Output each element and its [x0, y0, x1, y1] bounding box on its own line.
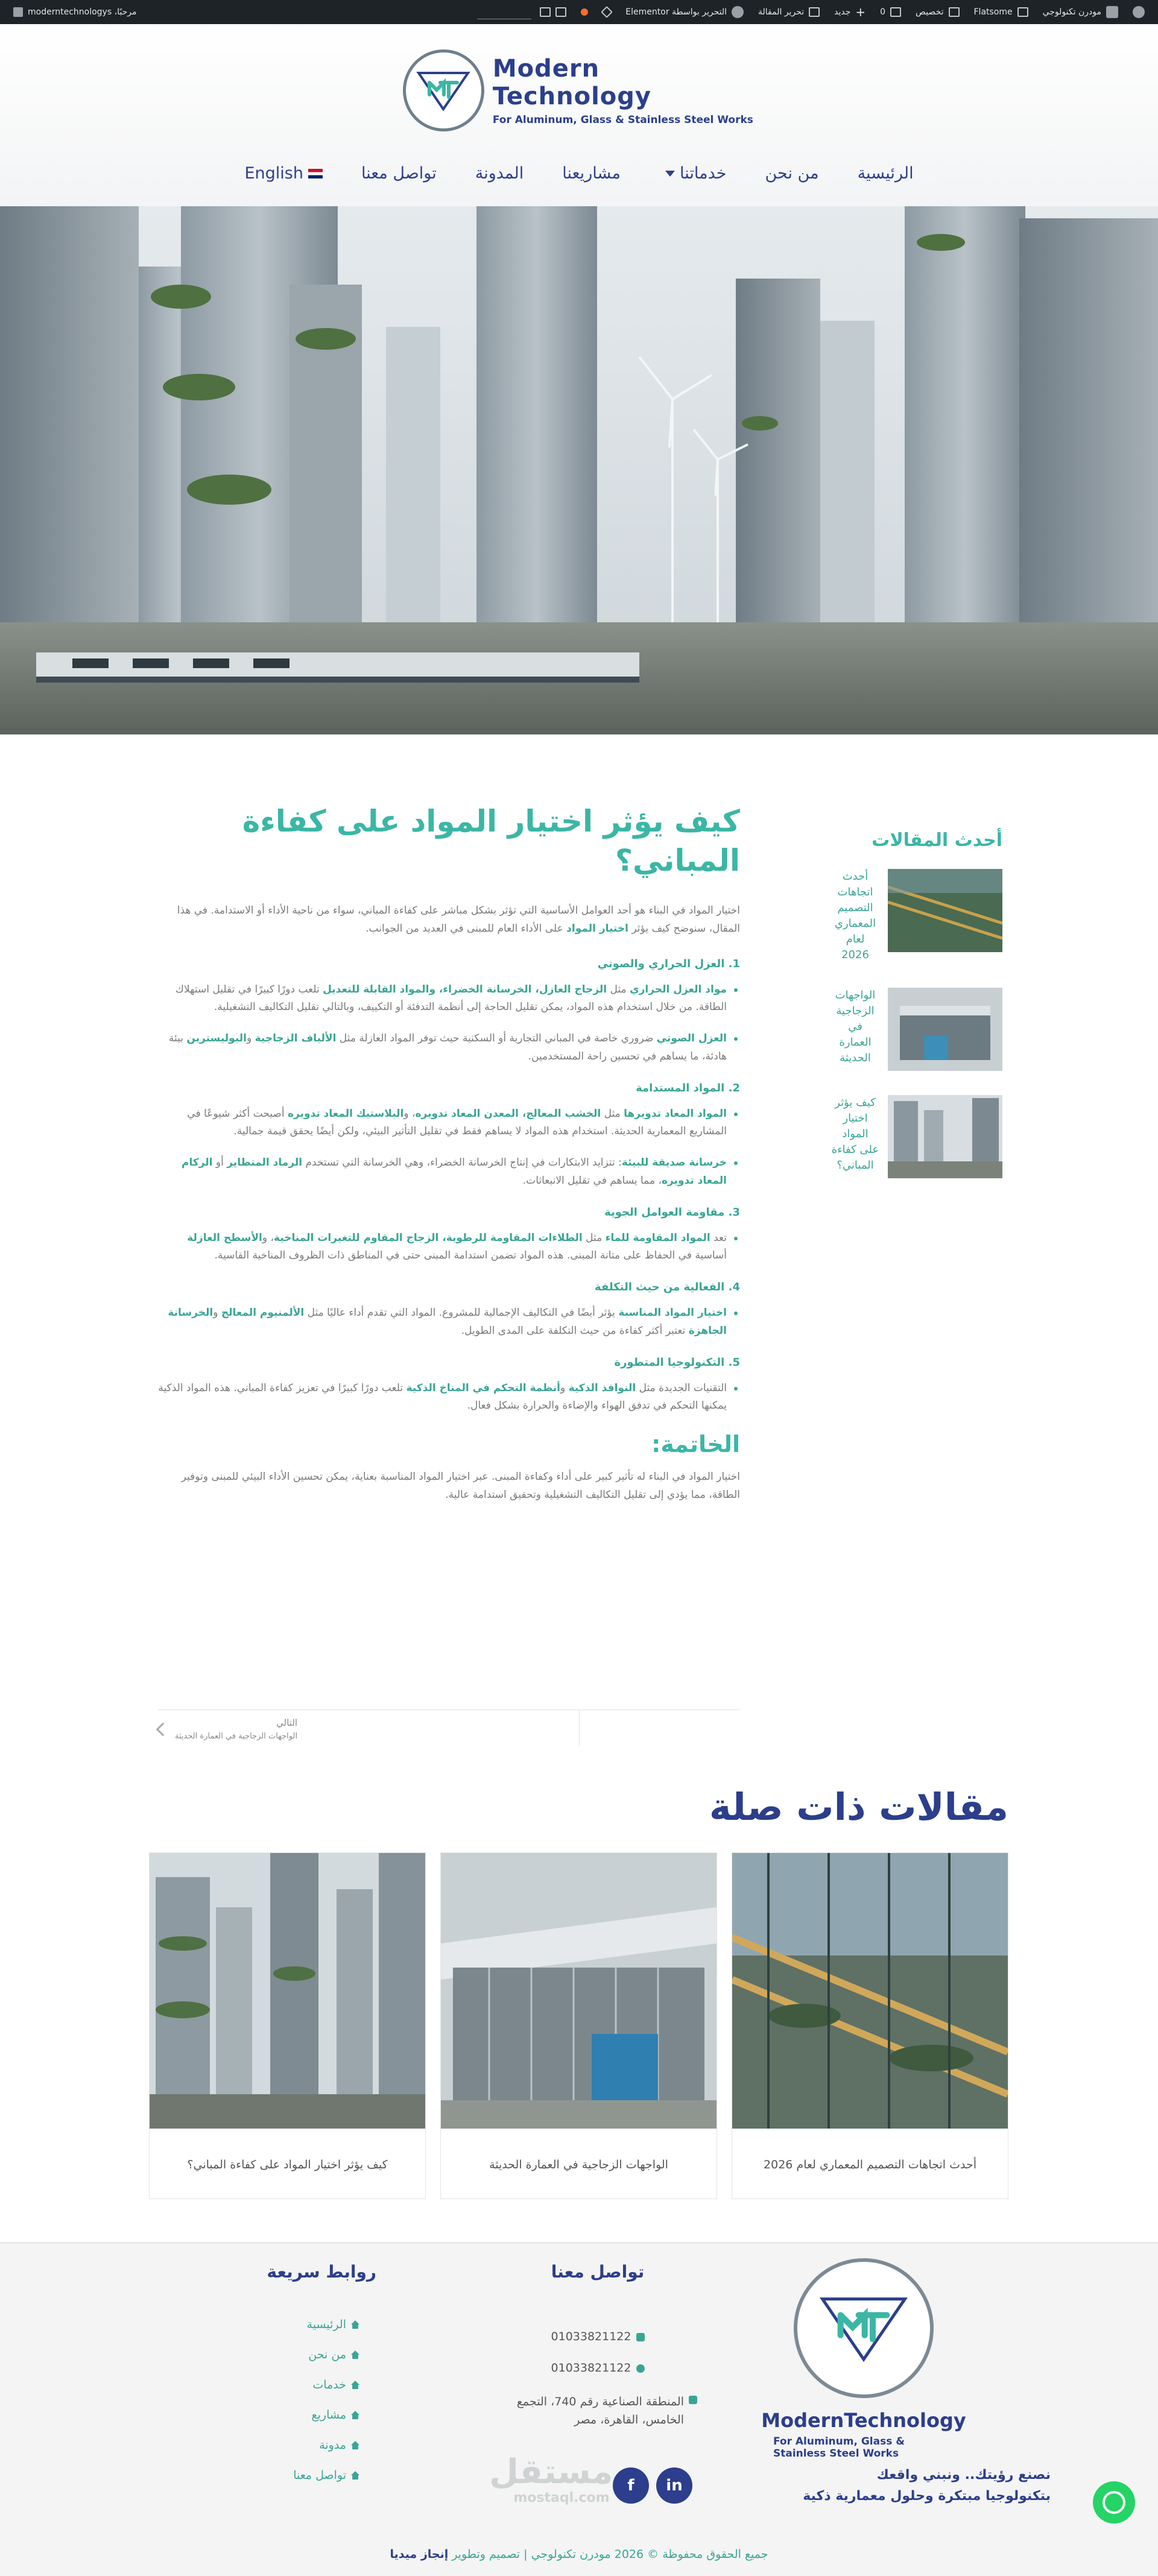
- home-icon: [351, 2381, 359, 2389]
- site-header: [0, 24, 1158, 206]
- footer-phone-link[interactable]: [498, 2330, 697, 2343]
- related-posts: [150, 1852, 1008, 2199]
- text: أصبحت أكثر شيوعًا في المشاريع المعمارية الحديثة. استخدام هذه المواد لا يساهم فقط في تقليل التأثير البيئي، ولكن أيضًا يحقق قيمة جمالية.: [187, 1107, 727, 1138]
- strong-text: المواد المقاومة للماء: [605, 1231, 710, 1244]
- admin-search-input[interactable]: [477, 5, 531, 19]
- footer-whatsapp-link[interactable]: [498, 2361, 697, 2375]
- strong-text: الأسطح العازلة: [187, 1231, 262, 1244]
- nav-item-projects[interactable]: مشاريعنا: [562, 164, 621, 183]
- nav-item-home[interactable]: الرئيسية: [857, 164, 914, 183]
- text: ، مما يساهم في تقليل الانبعاثات.: [522, 1174, 662, 1187]
- related-card[interactable]: [440, 1852, 717, 2199]
- footer-quick-links: [191, 2262, 384, 2499]
- building-icon: [689, 2396, 697, 2404]
- list-item: [158, 1030, 740, 1066]
- nav-item-blog[interactable]: المدونة: [475, 164, 524, 183]
- text: مثل: [607, 983, 630, 996]
- footer-link-label: مشاريع: [311, 2408, 346, 2422]
- section-heading: 3. مقاومة العوامل الجوية: [604, 1205, 740, 1219]
- mostaql-watermark: [489, 2452, 613, 2505]
- text: ، و: [403, 1107, 416, 1120]
- section-weather: [158, 1206, 740, 1266]
- diamond-outline-icon: [601, 6, 613, 18]
- admin-comments[interactable]: [873, 0, 908, 24]
- linkedin-button[interactable]: [656, 2467, 692, 2504]
- admin-theme[interactable]: [967, 0, 1036, 24]
- sidebar-title: أحدث المقالات: [872, 830, 1002, 851]
- text: و: [560, 1381, 569, 1394]
- admin-new[interactable]: [827, 0, 873, 24]
- related-card-title: أحدث اتجاهات التصميم المعماري لعام 2026: [764, 2158, 976, 2171]
- footer-tagline: [773, 2464, 1051, 2507]
- intro-strong: اختيار المواد: [566, 922, 629, 935]
- facebook-icon: f: [627, 2477, 634, 2495]
- bullet-list: [158, 981, 740, 1066]
- strong-text: البلاستيك المعاد تدويره: [287, 1107, 404, 1120]
- text: تلعب دورًا كبيرًا في تعزيز كفاءة المباني. هذه المواد الذكية يمكنها التحكم في تدفق الهواء والإضاءة والحرارة بشكل فعال.: [158, 1381, 727, 1412]
- home-icon: [351, 2441, 359, 2449]
- footer-link-label: الرئيسية: [306, 2318, 346, 2331]
- phone-number: 01033821122: [551, 2330, 631, 2343]
- section-heading: 4. الفعالية من حيث التكلفة: [595, 1281, 740, 1293]
- list-item: [158, 981, 740, 1017]
- whatsapp-float-button[interactable]: [1093, 2481, 1135, 2524]
- related-title: مقالات ذات صلة: [709, 1785, 1008, 1829]
- sidebar-post[interactable]: [778, 1095, 1002, 1178]
- text: مثل: [601, 1107, 624, 1120]
- home-icon: [351, 2350, 359, 2359]
- copyright: [0, 2548, 1158, 2561]
- strong-text: الركام المعاد تدويره: [181, 1157, 727, 1187]
- text: التقنيات الجديدة مثل: [636, 1381, 727, 1394]
- uk-flag-icon: [308, 169, 323, 178]
- diamond-icon: [1017, 7, 1028, 17]
- footer-link-blog[interactable]: [191, 2439, 384, 2452]
- bullet-list: [158, 1380, 740, 1416]
- strong-text: الخرسانة الجاهزة: [168, 1307, 727, 1337]
- footer-link-contact[interactable]: [191, 2469, 384, 2482]
- footer-link-label: من نحن: [308, 2348, 346, 2361]
- article-intro: [158, 902, 740, 938]
- related-card-title: الواجهات الزجاجية في العمارة الحديثة: [489, 2158, 668, 2171]
- related-card-image: [150, 1853, 425, 2129]
- admin-edit-elementor[interactable]: [618, 0, 751, 24]
- footer-tagline-1: نصنع رؤيتك.. ونبني واقعك: [876, 2467, 1051, 2483]
- elementor-icon: [732, 6, 744, 18]
- conclusion-text: اختيار المواد في البناء له تأثير كبير على أداء وكفاءة المبنى. عبر اختيار المواد المناسبة بعناية، يمكن تحسين الأداء البيئي للمبنى وتوفير الطاقة، مما يؤدي إلى تقليل التكاليف التشغيلية وتحقيق استدامة عالية.: [181, 1471, 740, 1501]
- sidebar-post-thumb: [888, 1095, 1002, 1178]
- footer-link-about[interactable]: [191, 2348, 384, 2361]
- whatsapp-icon: [1103, 2491, 1125, 2514]
- sidebar-post-title: أحدث اتجاهات التصميم المعماري لعام 2026: [834, 870, 876, 962]
- edit-post-label: تحرير المقالة: [758, 7, 805, 17]
- text: أو: [212, 1157, 227, 1169]
- footer-social: [613, 2467, 692, 2504]
- strong-text: الطلاءات المقاومة للرطوبة، الزجاج المقاوم للتغيرات المناخية: [273, 1231, 583, 1244]
- nav-item-contact[interactable]: تواصل معنا: [361, 164, 437, 183]
- nav-item-about[interactable]: من نحن: [765, 164, 819, 183]
- admin-site-name[interactable]: [1036, 0, 1125, 24]
- article-title: كيف يؤثر اختيار المواد على كفاءة المباني؟: [242, 804, 740, 878]
- strong-text: اختيار المواد المناسبة: [618, 1307, 727, 1319]
- admin-diamond[interactable]: [595, 0, 618, 24]
- new-label: جديد: [834, 7, 851, 17]
- admin-tools[interactable]: [466, 0, 574, 24]
- sidebar: [778, 830, 1002, 1202]
- strong-text: الألياف الزجاجية: [255, 1032, 337, 1044]
- whatsapp-number: 01033821122: [551, 2361, 631, 2375]
- footer-brand-name: ModernTechnology: [761, 2409, 966, 2432]
- home-icon: [351, 2320, 359, 2329]
- footer-link-home[interactable]: [191, 2318, 384, 2331]
- linkedin-icon: in: [666, 2477, 683, 2495]
- strong-text: الألمنيوم المعالج: [221, 1307, 305, 1319]
- watermark-sub: mostaql.com: [513, 2490, 610, 2505]
- footer-contact-title: تواصل معنا: [551, 2262, 645, 2282]
- sidebar-post-title: الواجهات الزجاجية في العمارة الحديثة: [835, 988, 876, 1064]
- plus-icon: +: [855, 5, 866, 19]
- text: تعد: [710, 1231, 727, 1244]
- tools-icon: [555, 7, 566, 17]
- section-heading: 5. التكنولوجيا المتطورة: [614, 1356, 740, 1369]
- related-card[interactable]: [149, 1852, 426, 2199]
- strong-text: خرسانة صديقة للبيئة: [621, 1157, 727, 1169]
- sidebar-post-title: كيف يؤثر اختيار المواد على كفاءة المباني؟: [831, 1096, 879, 1172]
- whatsapp-icon: [636, 2364, 645, 2373]
- footer-tagline-2: بتكنولوجيا مبتكرة وحلول معمارية ذكية: [803, 2489, 1051, 2504]
- list-item: [158, 1304, 740, 1340]
- text: و: [247, 1032, 255, 1044]
- strong-text: الرماد المتطاير: [227, 1157, 303, 1169]
- copyright-text: جميع الحقوق محفوظة © 2026 مودرن تكنولوجي | تصميم وتطوير: [448, 2548, 768, 2561]
- sidebar-post[interactable]: [778, 988, 1002, 1071]
- logo-subtitle: For Aluminum, Glass & Stainless Steel Works: [492, 114, 753, 126]
- admin-account[interactable]: [6, 0, 144, 24]
- chevron-left-icon: [156, 1722, 170, 1736]
- text: و: [213, 1307, 221, 1319]
- list-item: [158, 1380, 740, 1416]
- list-item: [158, 1105, 740, 1141]
- section-technology: [158, 1356, 740, 1416]
- pencil-icon: [809, 7, 820, 17]
- watermark-text: مستقل: [489, 2452, 613, 2492]
- admin-customize[interactable]: [908, 0, 966, 24]
- admin-seo-status[interactable]: [574, 0, 595, 24]
- article: [158, 802, 740, 1504]
- home-icon: [1106, 6, 1118, 18]
- greeting-label: مرحبًا، moderntechnologys: [28, 7, 137, 17]
- main-nav: [0, 164, 1158, 183]
- sidebar-post[interactable]: [778, 869, 1002, 964]
- footer-link-services[interactable]: [191, 2378, 384, 2391]
- language-label: English: [244, 164, 303, 183]
- text: تلعب دورًا كبيرًا في تقليل استهلاك الطاقة. من خلال استخدام هذه المواد، يمكن تقليل الحاجة إلى أنظمة التدفئة أو التكييف، وبالتالي تقليل التكاليف التشغيلية.: [175, 983, 727, 1014]
- phone-icon: [636, 2333, 645, 2341]
- admin-edit-post[interactable]: [751, 0, 827, 24]
- text: تعتبر أكثر كفاءة من حيث التكلفة على المدى الطويل.: [461, 1324, 689, 1337]
- mt-monogram-icon: [818, 2293, 909, 2364]
- nav-item-services-label: خدماتنا: [680, 164, 727, 183]
- related-card-title: كيف يؤثر اختيار المواد على كفاءة المباني؟: [187, 2158, 388, 2171]
- intro-text: اختيار المواد في البناء هو أحد العوامل الأساسية التي تؤثر بشكل مباشر على كفاءة المباني، سواء من ناحية الأداء أو الاستدامة. في هذا المقال، سنوضح كيف يؤثر: [177, 904, 740, 935]
- bullet-list: [158, 1230, 740, 1266]
- footer-address: [498, 2393, 697, 2429]
- address-text: المنطقة الصناعية رقم 740، التجمع الخامس، القاهرة، مصر: [516, 2395, 684, 2427]
- text: : تتزايد الابتكارات في إنتاج الخرسانة الخضراء، وهي الخرسانة التي تستخدم: [302, 1157, 622, 1169]
- comments-count: 0: [880, 7, 886, 17]
- site-logo[interactable]: [403, 48, 765, 133]
- user-avatar-icon: [13, 7, 23, 17]
- comment-icon: [890, 7, 901, 17]
- layers-icon: [540, 7, 551, 17]
- strong-text: البوليسترين: [186, 1032, 247, 1044]
- footer-logo-emblem: [794, 2258, 934, 2398]
- section-insulation: [158, 958, 740, 1066]
- footer-links-title: روابط سريعة: [267, 2262, 376, 2282]
- site-footer: [0, 2242, 1158, 2576]
- elementor-label: التحرير بواسطة Elementor: [625, 7, 727, 17]
- next-post-title: الواجهات الزجاجية في العمارة الحديثة: [175, 1732, 298, 1741]
- nav-item-language[interactable]: [244, 164, 323, 183]
- admin-bar: [0, 0, 1158, 24]
- footer-link-projects[interactable]: [191, 2408, 384, 2422]
- nav-item-services[interactable]: [659, 164, 726, 183]
- customize-label: تخصيص: [916, 7, 944, 17]
- footer-link-label: تواصل معنا: [293, 2469, 346, 2482]
- section-sustainable: [158, 1082, 740, 1190]
- conclusion-heading: الخاتمة:: [651, 1431, 740, 1457]
- hero-image: [0, 206, 1158, 734]
- strong-text: أنظمة التحكم في المناخ الذكية: [406, 1381, 560, 1394]
- list-item: [158, 1230, 740, 1266]
- logo-emblem: [403, 49, 484, 131]
- footer-contact: [498, 2262, 697, 2448]
- strong-text: المواد المعاد تدويرها: [624, 1107, 727, 1120]
- text: يؤثر أيضًا في التكاليف الإجمالية للمشروع. المواد التي تقدم أداء عاليًا مثل: [304, 1307, 619, 1319]
- brush-icon: [949, 7, 960, 17]
- post-navigation: [158, 1709, 740, 1758]
- list-item: [158, 1154, 740, 1190]
- section-heading: 2. المواد المستدامة: [636, 1081, 740, 1094]
- strong-text: العزل الصوتي: [656, 1032, 727, 1044]
- section-cost: [158, 1281, 740, 1340]
- chevron-down-icon: [665, 171, 675, 177]
- footer-brand-sub: For Aluminum, Glass & Stainless Steel Works: [773, 2436, 905, 2460]
- home-icon: [351, 2411, 359, 2419]
- strong-text: مواد العزل الحراري: [630, 983, 727, 996]
- strong-text: الزجاج العازل، الخرسانة الخضراء، والمواد القابلة للتعديل: [323, 983, 607, 996]
- city-skyline-image: [0, 206, 1158, 734]
- facebook-button[interactable]: [613, 2467, 649, 2504]
- bullet-list: [158, 1304, 740, 1340]
- home-icon: [351, 2471, 359, 2480]
- sidebar-post-thumb: [888, 869, 1002, 952]
- footer-logo[interactable]: [761, 2258, 966, 2460]
- logo-title: Modern Technology: [492, 55, 651, 110]
- text: مثل: [582, 1231, 606, 1244]
- footer-link-label: خدمات: [312, 2378, 346, 2391]
- next-post-label: التالي: [276, 1717, 298, 1728]
- agency-link[interactable]: إنجاز ميديا: [390, 2548, 449, 2561]
- strong-text: الخشب المعالج، المعدن المعاد تدويره: [415, 1107, 601, 1120]
- footer-link-label: مدونة: [319, 2439, 346, 2452]
- bullet-list: [158, 1105, 740, 1190]
- section-heading: 1. العزل الحراري والصوتي: [597, 957, 740, 970]
- related-card[interactable]: [732, 1852, 1008, 2199]
- text: ضروري خاصة في المباني التجارية أو السكنية حيث توفر المواد العازلة مثل: [336, 1032, 657, 1044]
- theme-label: Flatsome: [973, 7, 1013, 17]
- text: بيئة هادئة، ما يساهم في تحسين راحة المستخدمين.: [168, 1032, 727, 1062]
- post-nav-divider: [579, 1710, 580, 1746]
- site-name-label: مودرن تكنولوجي: [1042, 7, 1101, 17]
- strong-text: النوافذ الذكية: [568, 1381, 636, 1394]
- intro-text-end: على الأداء العام للمبنى في العديد من الجوانب.: [365, 922, 567, 935]
- status-dot-icon: [581, 8, 588, 16]
- text: أساسية في الحفاظ على متانة المبنى. هذه المواد تضمن استدامة المبنى حتى في المناطق ذات الظروف المناخية القاسية.: [214, 1249, 727, 1262]
- sidebar-post-thumb: [888, 988, 1002, 1071]
- next-post-link[interactable]: [158, 1717, 297, 1741]
- related-card-image: [732, 1853, 1008, 2129]
- text: ، و: [262, 1231, 274, 1244]
- wp-logo-icon[interactable]: [1125, 0, 1152, 24]
- related-card-image: [441, 1853, 717, 2129]
- mt-monogram-icon: [416, 69, 470, 112]
